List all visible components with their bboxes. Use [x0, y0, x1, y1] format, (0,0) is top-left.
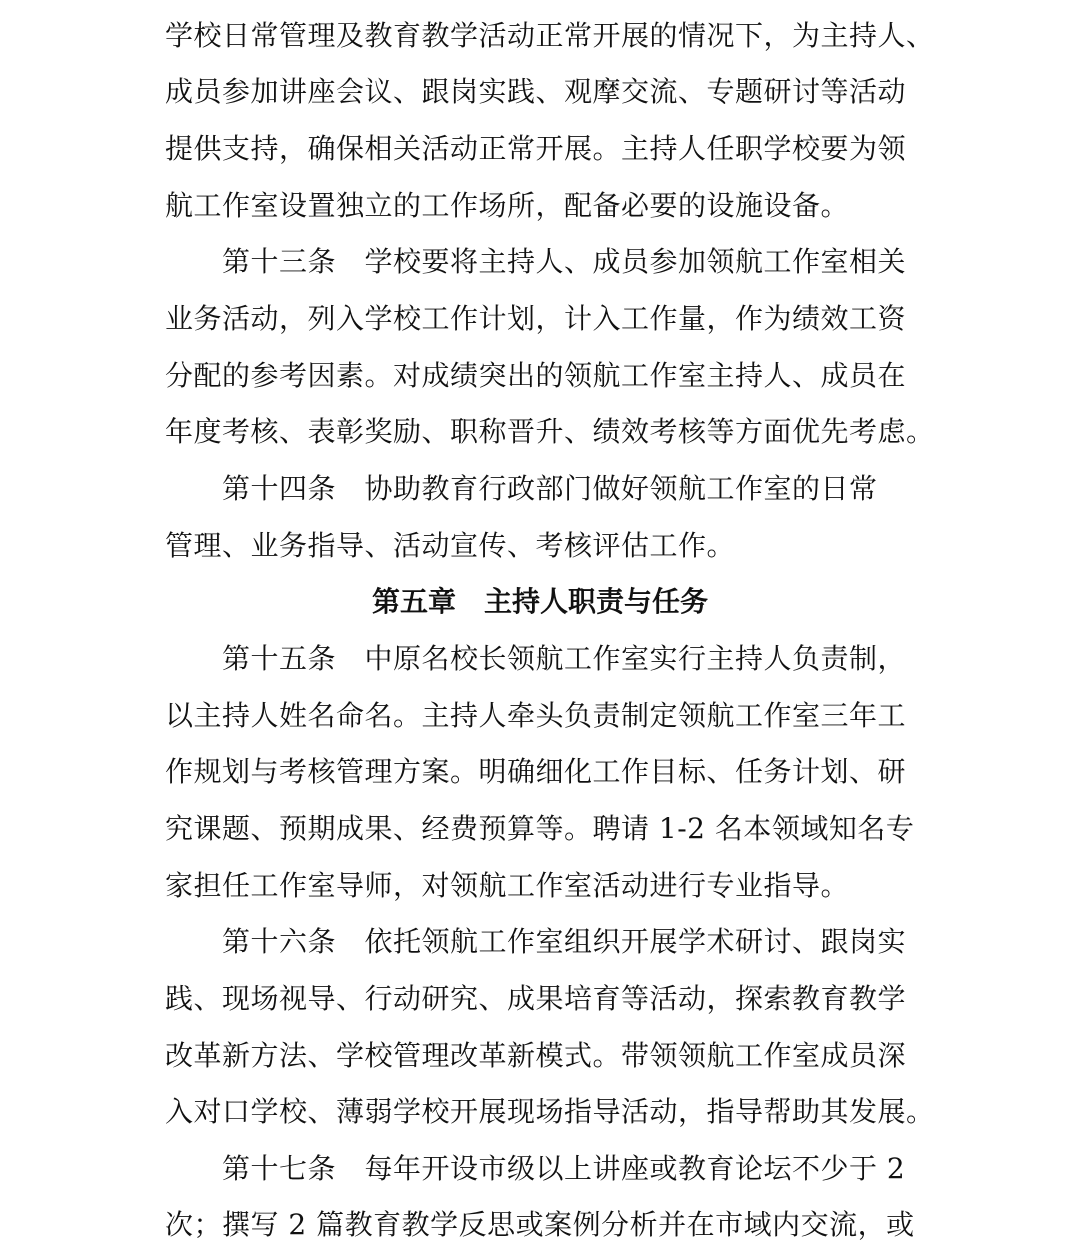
- article-13-first-line: 第十三条 学校要将主持人、成员参加领航工作室相关: [222, 245, 907, 278]
- text-line: 以主持人姓名命名。主持人牵头负责制定领航工作室三年工: [165, 699, 907, 732]
- text-line: 践、现场视导、行动研究、成果培育等活动，探索教育教学: [165, 982, 907, 1015]
- text-line: 入对口学校、薄弱学校开展现场指导活动，指导帮助其发展。: [165, 1095, 935, 1128]
- article-16-first-line: 第十六条 依托领航工作室组织开展学术研讨、跟岗实: [222, 925, 907, 958]
- text-line: 分配的参考因素。对成绩突出的领航工作室主持人、成员在: [165, 359, 907, 392]
- text-line: 学校日常管理及教育教学活动正常开展的情况下，为主持人、: [165, 19, 935, 52]
- text-line: 次；撰写 2 篇教育教学反思或案例分析并在市域内交流，或: [165, 1208, 915, 1241]
- text-line: 业务活动，列入学校工作计划，计入工作量，作为绩效工资: [165, 302, 907, 335]
- text-line: 航工作室设置独立的工作场所，配备必要的设施设备。: [165, 189, 850, 222]
- text-line: 改革新方法、学校管理改革新模式。带领领航工作室成员深: [165, 1039, 907, 1072]
- text-line: 年度考核、表彰奖励、职称晋升、绩效考核等方面优先考虑。: [165, 415, 935, 448]
- text-line: 究课题、预期成果、经费预算等。聘请 1-2 名本领域知名专: [165, 812, 915, 845]
- text-line: 成员参加讲座会议、跟岗实践、观摩交流、专题研讨等活动: [165, 75, 907, 108]
- article-15-first-line: 第十五条 中原名校长领航工作室实行主持人负责制，: [222, 642, 907, 675]
- article-17-first-line: 第十七条 每年开设市级以上讲座或教育论坛不少于 2: [222, 1152, 906, 1185]
- text-line: 提供支持，确保相关活动正常开展。主持人任职学校要为领: [165, 132, 907, 165]
- text-line: 家担任工作室导师，对领航工作室活动进行专业指导。: [165, 869, 850, 902]
- chapter-heading: 第五章 主持人职责与任务: [371, 585, 708, 618]
- text-line: 管理、业务指导、活动宣传、考核评估工作。: [165, 529, 736, 562]
- article-14-first-line: 第十四条 协助教育行政部门做好领航工作室的日常: [222, 472, 878, 505]
- text-line: 作规划与考核管理方案。明确细化工作目标、任务计划、研: [165, 755, 907, 788]
